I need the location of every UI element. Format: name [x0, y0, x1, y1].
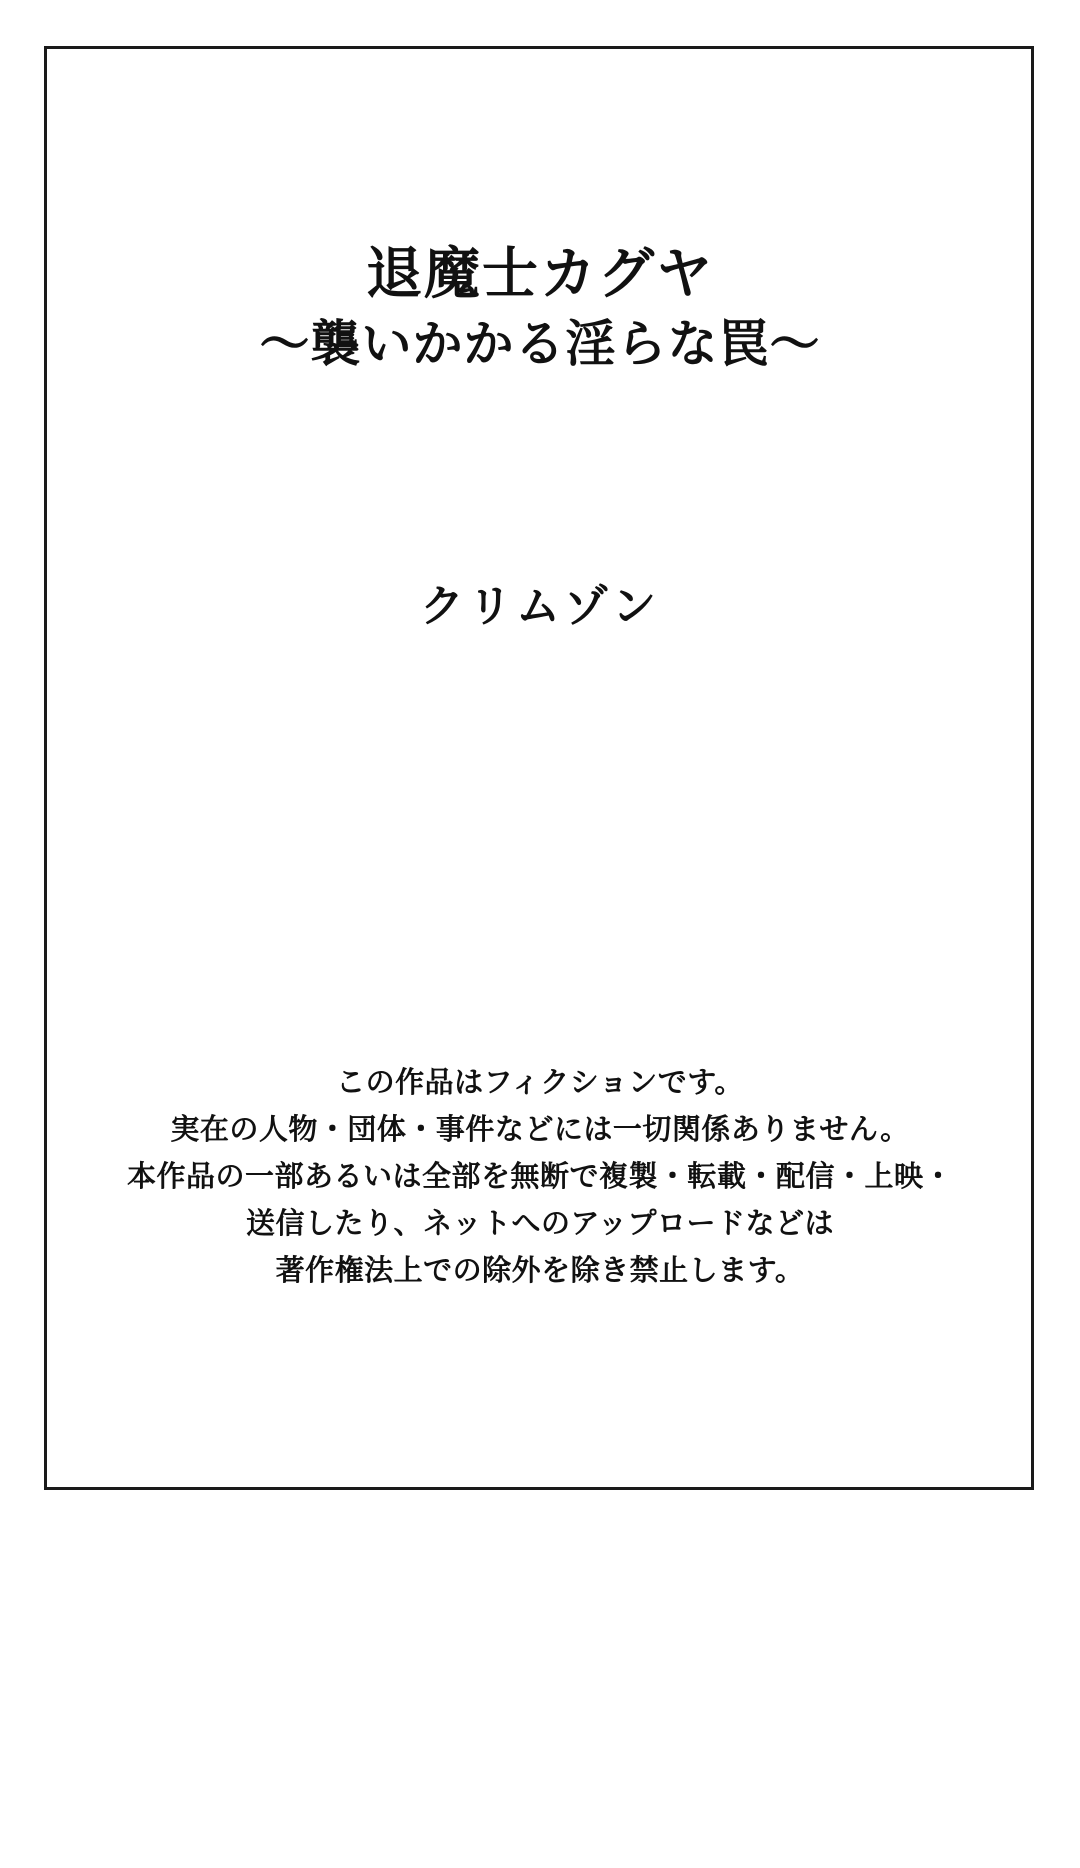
copyright-disclaimer — [0, 1060, 1080, 1295]
disclaimer-line-2: 実在の人物・団体・事件などには一切関係ありません。 — [170, 1113, 910, 1146]
author — [0, 570, 1080, 634]
disclaimer-line-1: この作品はフィクションです。 — [336, 1067, 744, 1099]
disclaimer-line-3: 本作品の一部あるいは全部を無断で複製・転載・配信・上映・ — [126, 1160, 953, 1193]
title-subtitle: ～襲いかかる淫らな罠～ — [259, 315, 821, 372]
author-name: クリムゾン — [420, 582, 660, 631]
disclaimer-line-5: 著作権法上での除外を除き禁止します。 — [275, 1254, 805, 1287]
title-main: 退魔士カグヤ — [366, 244, 714, 306]
disclaimer-line-4: 送信したり、ネットへのアップロードなどは — [246, 1207, 834, 1240]
page-title — [0, 240, 1080, 376]
